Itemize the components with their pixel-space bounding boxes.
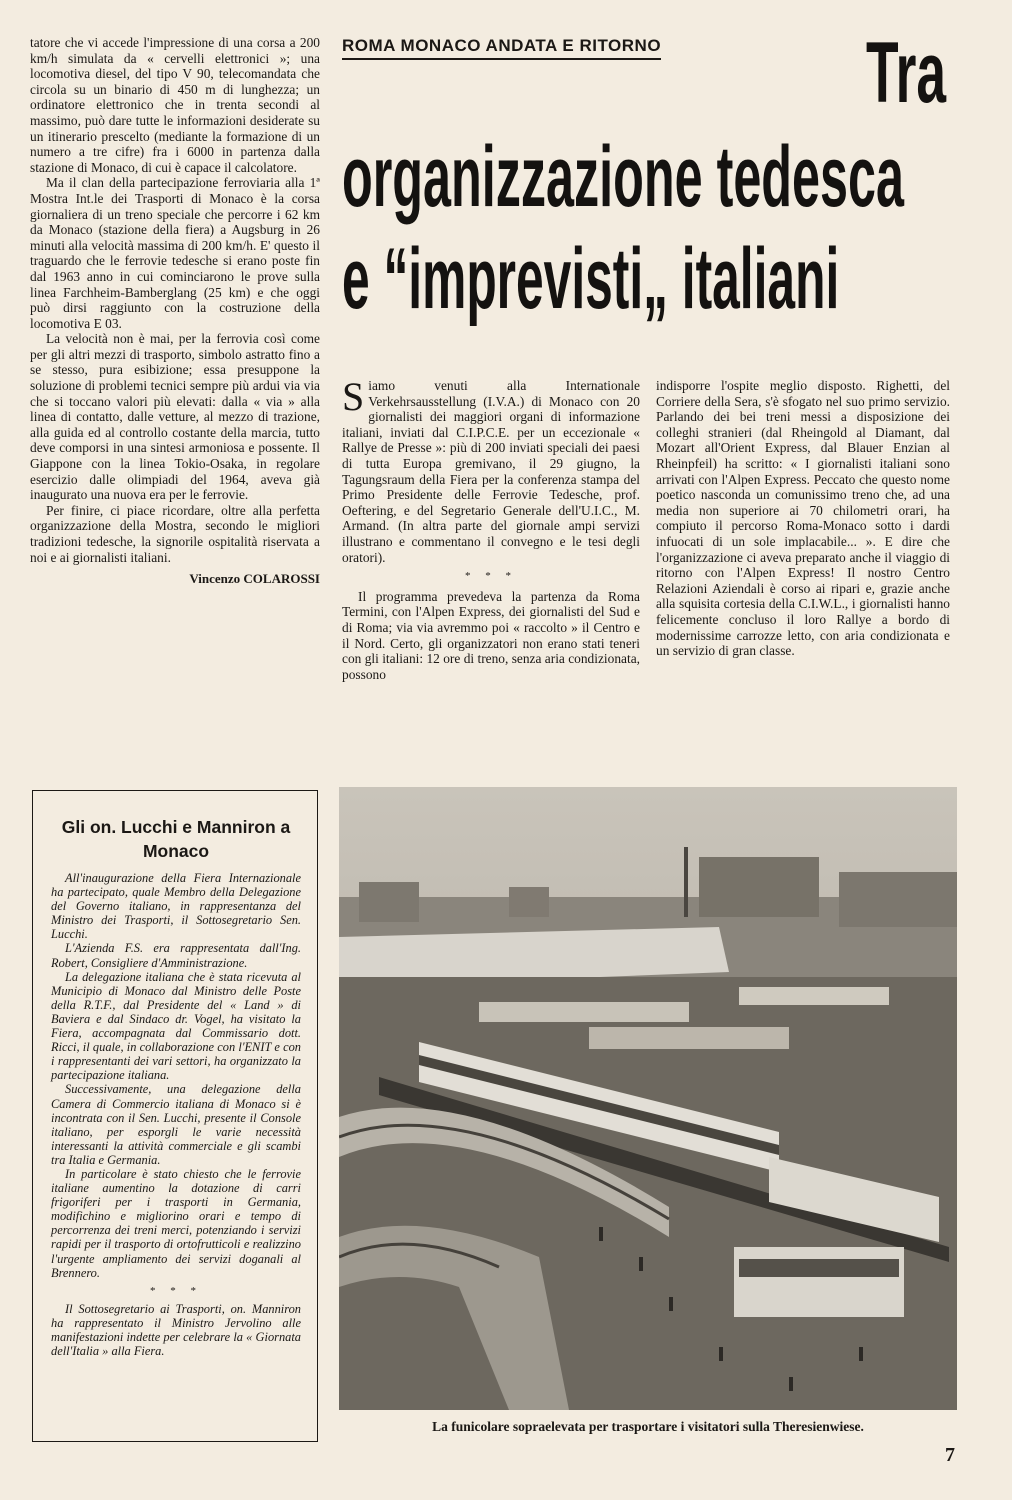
author-signature: Vincenzo COLAROSSI: [189, 571, 320, 587]
main-article-column-1: [342, 374, 640, 682]
paragraph: tatore che vi accede l'impressione di una corsa a 200 km/h simulata da « cervelli elettronici »; una locomotiva diesel, del tipo V 90, telecomandata che circola su un binario di 450 m di lunghezza; un ordinatore elettronico che in trenta secondi al massimo, può dare tutte le informazioni desiderate su un itinerario prescelto (mediante la formazione di un numero a tre cifre) fra i 6000 in partenza dalla stazione di Monaco, di cui è capace il calcolatore.: [30, 35, 320, 175]
paragraph: La velocità non è mai, per la ferrovia così come per gli altri mezzi di trasporto, simbolo astratto fino a se stesso, pura esibizione; essa presuppone la soluzione di problemi tecnici sempre più ardui via via che si toccano valori più elevati: dalla « via » alla linea di contatto, dalle vetture, al mezzo di trazione, alla guida ed al controllo costante della marcia, tutto deve comporsi in una sintesi armoniosa e possente. Il Giappone con la linea Tokio-Osaka, in regolare esercizio dalle olimpiadi del 1964, aveva già inaugurato una nuova era per le ferrovie.: [30, 331, 320, 503]
headline-line-3: e “imprevisti„ italiani: [342, 231, 840, 327]
photo-monorail: [339, 787, 957, 1410]
paragraph-text: iamo venuti alla Internationale Verkehrsausstellung (I.V.A.) di Monaco con 20 giornalisti dei maggiori organi di informazione italiani, inviati dal C.I.P.C.E. per un eccezionale « Rallye de Presse »: più di 200 inviati speciali dei paesi di tutta Europa gremivano, il 29 giugno, la Tagungsraum della Fiera per la conferenza stampa del Primo Presidente delle Ferrovie Tedesche, prof. Oeftering, e del Segretario Generale dell'U.I.C., M. Armand. (In altra parte del giornale ampi servizi illustrano e commentano il convegno e le tesi degli oratori).: [342, 378, 640, 565]
paragraph: Ma il clan della partecipazione ferroviaria alla 1ª Mostra Int.le dei Trasporti di Monaco è la corsa giornaliera di un treno speciale che percorre i 62 km da Monaco (stazione della fiera) a Augsburg in 26 minuti alla velocità massima di 200 km/h. E' questo il traguardo che le ferrovie tedesche si erano poste fin dal 1963 anno in cui cominciarono le prove sulla linea Farchheim-Bamberglang (25 km) e che oggi può dirsi raggiunto con la costruzione della locomotiva E 03.: [30, 175, 320, 331]
box-paragraph: La delegazione italiana che è stata ricevuta al Municipio di Monaco dal Ministro delle Poste della R.T.F., dal Presidente del « Land » di Baviera e dal Sindaco dr. Vogel, ha visitato la Fiera, accompagnata dal Commissario dott. Ricci, il quale, in collaborazione con l'ENIT e con i rappresentanti dei vari settori, ha organizzato la partecipazione italiana.: [51, 969, 301, 1083]
paragraph: indisporre l'ospite meglio disposto. Righetti, del Corriere della Sera, s'è sfogato nel suo primo servizio. Parlando dei bei treni messi a disposizione dei colleghi stranieri (dal Rheingold al Diamant, dal Mozart all'Orient Express, dal Blauer Enzian al Rheinpfeil) ha scritto: « I giornalisti italiani sono arrivati con l'Alpen Express. Peccato che questo nome poetico nasconda un comunissimo treno che, ad una media non superiore ai 70 chilometri orari, ha compiuto il percorso Roma-Monaco sotto i dardi infuocati di un sole implacabile... ». E dire che l'organizzazione ci aveva preparato anche il viaggio di ritorno con l'Alpen Express! Il nostro Centro Relazioni Aziendali è corso ai ripari e, grazie anche alla squisita cortesia della C.I.W.L., i giornalisti hanno felicemente concluso il loro Rallye a bordo di modernissime carrozze letto, con aria condizionata e un servizio di gran classe.: [656, 378, 950, 659]
box-paragraph: Il Sottosegretario ai Trasporti, on. Manniron ha rappresentato il Ministro Jervolino alle manifestazioni indette per celebrare la « Giornata dell'Italia » alla Fiera.: [51, 1301, 301, 1359]
box-paragraph: L'Azienda F.S. era rappresentata dall'Ing. Robert, Consigliere d'Amministrazione.: [51, 941, 301, 970]
box-paragraph: All'inaugurazione della Fiera Internazionale ha partecipato, quale Membro della Delegazione del Governo italiano, in rappresentanza del Ministro dei Trasporti, il Sottosegretario Sen. Lucchi.: [51, 871, 301, 942]
box-paragraph: Successivamente, una delegazione della Camera di Commercio italiana di Monaco si è incontrata con il Sen. Lucchi, presente il Console italiano, per esporgli le varie necessità interessanti la attività commerciale e gli scambi tra Italia e Germania.: [51, 1082, 301, 1167]
box-title: Gli on. Lucchi e Manniron a Monaco: [61, 817, 291, 861]
box-body: [51, 871, 301, 1358]
headline-line-1: Tra: [866, 25, 947, 121]
left-column-article: [30, 35, 320, 587]
separator: * * *: [150, 1284, 202, 1297]
sidebar-box: [32, 790, 318, 1442]
section-kicker: ROMA MONACO ANDATA E RITORNO: [342, 36, 661, 60]
paragraph: Il programma prevedeva la partenza da Roma Termini, con l'Alpen Express, dei giornalisti del Sud e di Roma; via via avremmo poi « raccolto » il Centro e il Nord. Certo, gli organizzatori non erano stati teneri con gli italiani: 12 ore di treno, senza aria condizionata, possono: [342, 588, 640, 682]
paragraph: Per finire, ci piace ricordare, oltre alla perfetta organizzazione della Mostra, secondo le migliori tradizioni tedesche, la signorile ospitalità riservata a noi e ai giornalisti italiani.: [30, 502, 320, 565]
headline-line-2: organizzazione tedesca: [342, 129, 904, 225]
drop-cap: S: [342, 374, 365, 419]
page-number: 7: [945, 1444, 955, 1466]
photo-illustration: [339, 787, 957, 1410]
separator: * * *: [465, 570, 517, 583]
main-article-column-2: [656, 378, 950, 659]
box-paragraph: In particolare è stato chiesto che le ferrovie italiane aumentino la dotazione di carri frigoriferi per i trasporti in Germania, modifichino e migliorino orari e tempo di percorrenza dei treni merci, potenziando i servizi rapidi per il trasporto di ortofrutticoli e realizzino l'urgente ampliamento dei servizi doganali al Brennero.: [51, 1166, 301, 1280]
paragraph: [342, 374, 640, 565]
photo-caption: La funicolare sopraelevata per trasportare i visitatori sulla Theresienwiese.: [432, 1419, 864, 1434]
